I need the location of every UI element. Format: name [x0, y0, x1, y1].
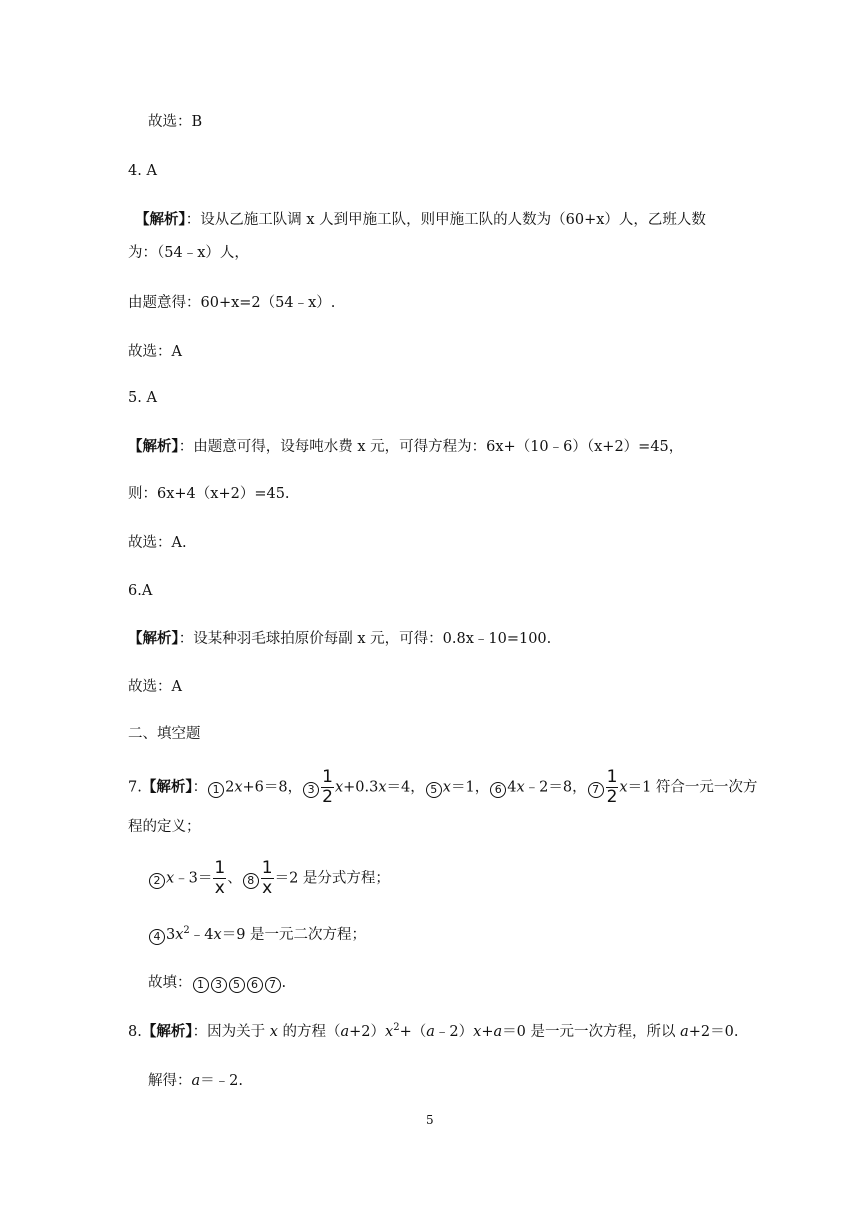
question-number: 4. A: [128, 163, 157, 179]
variable: x: [166, 870, 175, 887]
text: ：因为关于: [192, 1024, 270, 1040]
eq-part: 4: [507, 779, 517, 796]
variable: x: [442, 779, 451, 796]
q7-line-2: 程的定义；: [128, 819, 201, 835]
circled-number-1: 1: [193, 977, 209, 993]
analysis-tag: 【解析】: [141, 778, 193, 796]
eq-part: ＝9 是一元二次方程；: [221, 927, 367, 943]
variable: x: [334, 779, 344, 796]
denominator: 2: [606, 787, 618, 807]
q7-line-3: [148, 860, 390, 897]
q7-line-4: [148, 925, 366, 945]
colon: ：: [192, 779, 208, 796]
numerator: 1: [606, 767, 618, 787]
analysis-line: 为：（54﹣x）人，: [128, 245, 249, 261]
analysis-line: [128, 437, 683, 457]
text: ﹣2）: [434, 1024, 474, 1040]
text: +（: [399, 1024, 427, 1040]
eq-part: 2: [225, 779, 235, 796]
eq-part: 3: [166, 927, 176, 943]
analysis-tag: 【解析】: [141, 1023, 193, 1040]
analysis-tag: 【解析】: [128, 438, 179, 455]
text: +2＝0.: [688, 1024, 739, 1040]
analysis-text: ：设从乙施工队调 x 人到甲施工队，则甲施工队的人数为（60+x）人，乙班人数: [185, 212, 706, 228]
equation-line: 由题意得：60+x=2（54﹣x）.: [128, 295, 336, 311]
variable: x: [175, 927, 184, 943]
fraction-one-half: [321, 769, 334, 806]
fraction-one-over-x: [213, 860, 226, 897]
answer-line: 故选：A: [128, 344, 182, 360]
answer-line: 故选：A.: [128, 535, 187, 551]
circled-number-6: 6: [490, 782, 506, 798]
question-number: 5. A: [128, 390, 157, 406]
circled-number-5: 5: [229, 977, 245, 993]
variable: x: [234, 779, 243, 796]
variable: a: [493, 1024, 503, 1040]
variable: a: [680, 1024, 689, 1040]
eq-part: ＝2 是分式方程；: [274, 870, 390, 887]
question-number: 6.A: [128, 583, 153, 599]
circled-number-2: 2: [149, 873, 165, 889]
separator: 、: [227, 870, 242, 887]
period: .: [281, 975, 287, 991]
q8-line-1: [128, 1022, 738, 1042]
fill-label: 故填：: [148, 975, 192, 991]
variable: x: [516, 779, 525, 796]
answer-line: 故选：A: [128, 679, 182, 695]
circled-number-3: 3: [303, 782, 319, 798]
exponent: 2: [183, 925, 190, 937]
exponent: 2: [393, 1022, 400, 1034]
eq-part: ﹣2＝8，: [524, 779, 587, 796]
variable: x: [385, 1024, 394, 1040]
eq-part: ﹣4: [189, 927, 214, 943]
text: ＝0 是一元一次方程，所以: [502, 1024, 681, 1040]
q8-solution: [148, 1071, 243, 1091]
analysis-tag: 【解析】: [128, 630, 179, 647]
page-number: 5: [426, 1113, 434, 1127]
variable: x: [378, 779, 387, 796]
circled-number-7: 7: [588, 782, 604, 798]
equation-line: 则：6x+4（x+2）=45.: [128, 486, 290, 502]
eq-part: +6＝8，: [242, 779, 303, 796]
analysis-line: [135, 210, 706, 230]
section-heading: 二、填空题: [128, 726, 201, 742]
denominator: x: [262, 878, 273, 898]
q7-fill-answer: [148, 973, 286, 993]
text: +: [481, 1024, 494, 1040]
numerator: 1: [322, 767, 333, 787]
q7-number: 7.: [128, 779, 142, 796]
denominator: x: [214, 878, 225, 898]
text: +2）: [349, 1024, 386, 1040]
fraction-one-half: [606, 769, 619, 806]
circled-number-5: 5: [426, 782, 442, 798]
numerator: 1: [214, 858, 226, 878]
text: 的方程（: [277, 1024, 341, 1040]
eq-part: ＝1 符合一元一次方: [627, 779, 758, 796]
numerator: 1: [261, 858, 273, 878]
q7-line-1: [128, 769, 757, 806]
variable: x: [213, 927, 222, 943]
denominator: 2: [322, 787, 333, 807]
circled-number-3: 3: [211, 977, 227, 993]
analysis-text: ：由题意可得，设每吨水费 x 元，可得方程为：6x+（10﹣6）（x+2）=45，: [178, 439, 684, 455]
circled-number-6: 6: [247, 977, 263, 993]
variable: a: [340, 1024, 350, 1040]
analysis-text: ：设某种羽毛球拍原价每副 x 元，可得：0.8x﹣10=100.: [178, 631, 552, 647]
analysis-line: [128, 629, 551, 649]
text: 解得：: [148, 1073, 192, 1089]
variable: a: [426, 1024, 435, 1040]
answer-line: 故选：B: [148, 114, 203, 130]
circled-number-7: 7: [265, 977, 281, 993]
circled-number-8: 8: [243, 873, 259, 889]
eq-part: ＝4，: [386, 779, 425, 796]
fraction-one-over-x: [261, 860, 274, 897]
eq-part: +0.3: [343, 779, 379, 796]
circled-number-1: 1: [208, 782, 224, 798]
variable: x: [269, 1024, 278, 1040]
eq-part: ＝1，: [450, 779, 490, 796]
variable: x: [619, 779, 628, 796]
variable: x: [473, 1024, 482, 1040]
text: ＝﹣2.: [200, 1073, 243, 1089]
eq-part: ﹣3＝: [174, 870, 213, 887]
q8-number: 8.: [128, 1024, 142, 1040]
variable: a: [191, 1073, 201, 1089]
circled-number-4: 4: [149, 929, 165, 945]
analysis-tag: 【解析】: [135, 211, 186, 228]
